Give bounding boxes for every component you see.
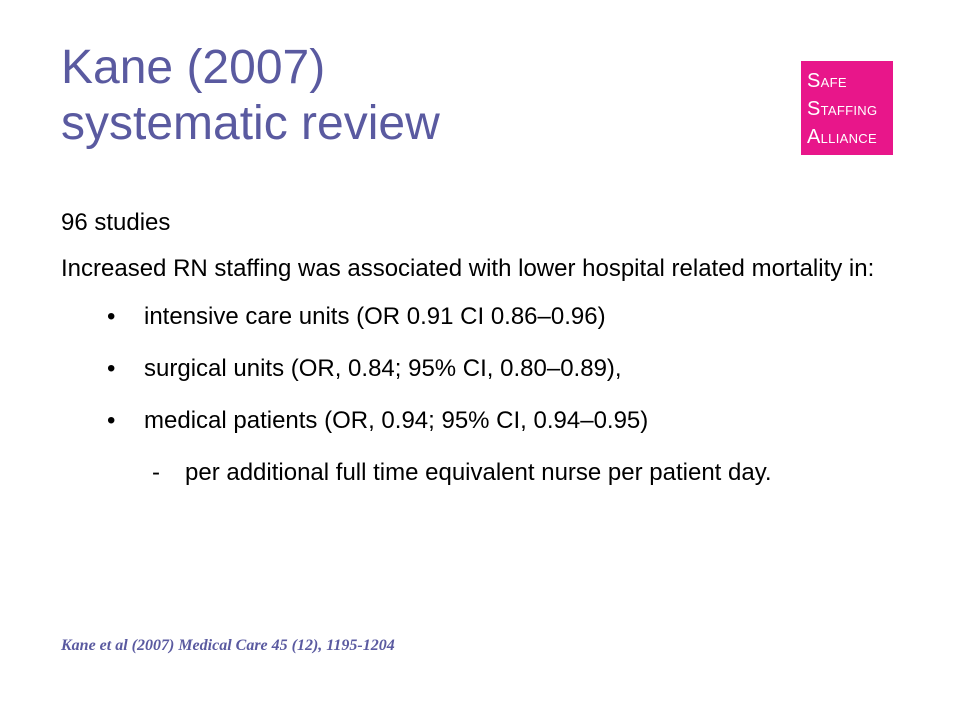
sub-item xyxy=(61,456,891,489)
citation: Kane et al (2007) Medical Care 45 (12), 1195-1204 xyxy=(61,637,395,654)
slide-body xyxy=(61,206,891,489)
bullet-marker: • xyxy=(107,407,116,434)
bullet-list xyxy=(61,300,891,437)
bullet-item xyxy=(61,352,891,385)
studies-count-text: 96 studies xyxy=(61,209,171,236)
slide-title xyxy=(61,40,440,152)
safe-staffing-alliance-logo xyxy=(801,61,893,155)
title-line-1: Kane (2007) xyxy=(61,41,326,94)
bullet-item xyxy=(61,404,891,437)
finding-text: Increased RN staffing was associated with lower hospital related mortality in: xyxy=(61,255,875,282)
bullet-marker: • xyxy=(107,303,116,330)
title-line-2: systematic review xyxy=(61,97,440,150)
sub-item-marker: - xyxy=(152,459,160,486)
logo-line-staffing: STAFFING xyxy=(807,98,878,120)
bullet-text: intensive care units (OR 0.91 CI 0.86–0.96) xyxy=(144,303,606,330)
bullet-text: medical patients (OR, 0.94; 95% CI, 0.94–0.95) xyxy=(144,407,649,434)
bullet-text: surgical units (OR, 0.84; 95% CI, 0.80–0.89), xyxy=(144,355,622,382)
logo-line-alliance: ALLIANCE xyxy=(807,126,877,148)
bullet-item xyxy=(61,300,891,333)
logo-line-safe: SAFE xyxy=(807,70,847,92)
bullet-marker: • xyxy=(107,355,116,382)
sub-item-text: per additional full time equivalent nurse per patient day. xyxy=(185,459,772,486)
